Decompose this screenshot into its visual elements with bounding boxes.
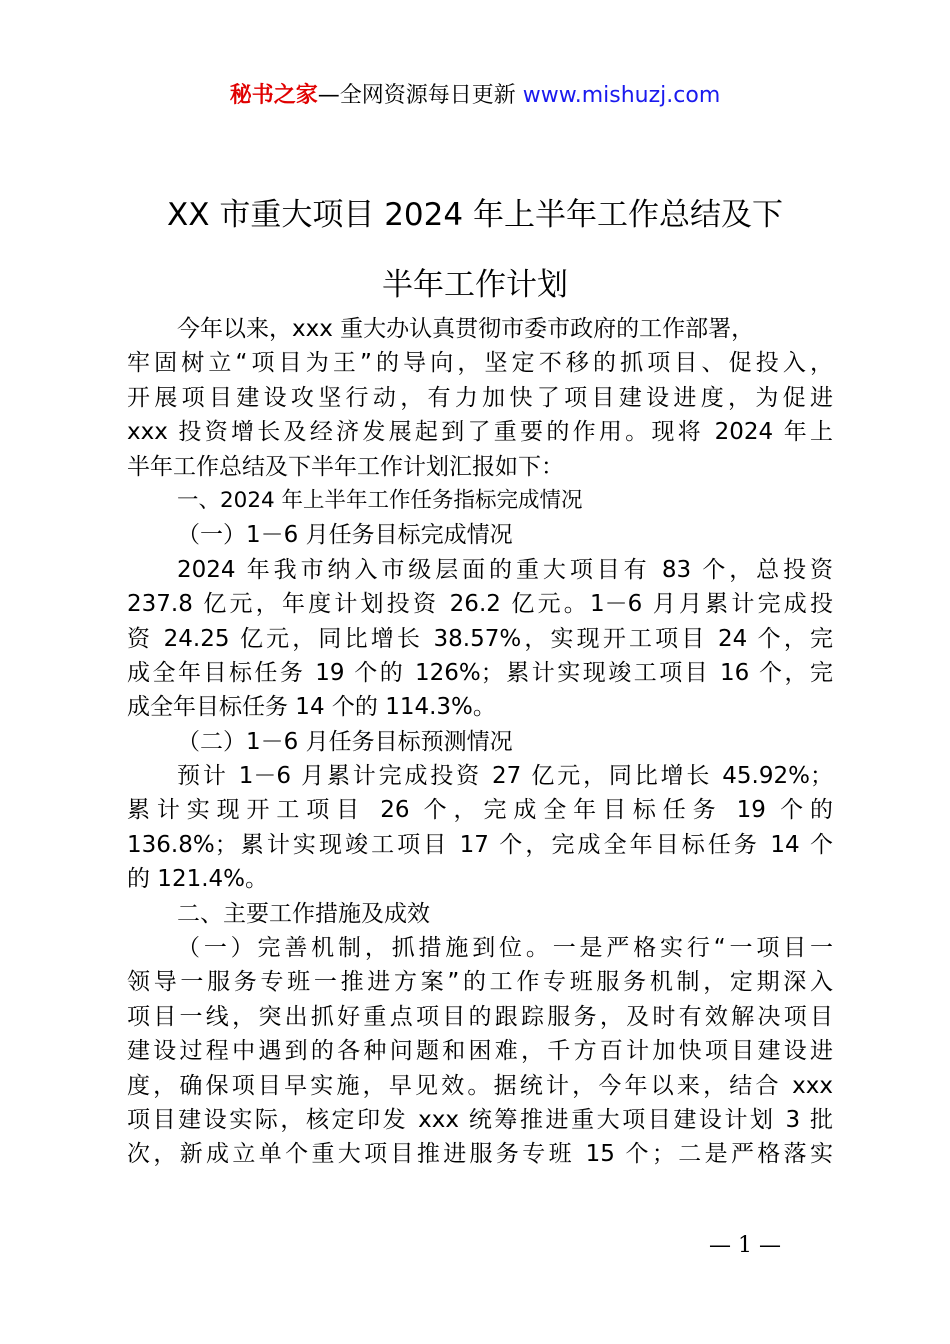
body-line: 次，新成立单个重大项目推进服务专班 15 个；二是严格落实 <box>127 1141 833 1168</box>
subsection-heading: （一）1－6 月任务目标完成情况 <box>177 522 513 549</box>
body-line: 的 121.4%。 <box>127 866 269 893</box>
body-line: 累计实现开工项目 26 个，完成全年目标任务 19 个的 <box>127 797 833 824</box>
page-number: — 1 — <box>709 1233 781 1258</box>
document-body <box>127 312 833 1172</box>
body-line: 开展项目建设攻坚行动，有力加快了项目建设进度，为促进 <box>127 384 833 411</box>
body-line: 成全年目标任务 14 个的 114.3%。 <box>127 694 496 721</box>
body-line: 预计 1－6 月累计完成投资 27 亿元，同比增长 45.92%； <box>177 763 833 790</box>
body-line: 项目一线，突出抓好重点项目的跟踪服务，及时有效解决项目 <box>127 1003 833 1030</box>
section-heading: 一、2024 年上半年工作任务指标完成情况 <box>177 487 583 513</box>
body-line: 2024 年我市纳入市级层面的重大项目有 83 个，总投资 <box>177 556 833 583</box>
body-line: 牢固树立“项目为王”的导向，坚定不移的抓项目、促投入， <box>127 350 833 377</box>
body-line: xxx 投资增长及经济发展起到了重要的作用。现将 2024 年上 <box>127 419 833 446</box>
body-line: （一）完善机制，抓措施到位。一是严格实行“一项目一 <box>177 935 833 962</box>
body-line: 建设过程中遇到的各种问题和困难，千方百计加快项目建设进 <box>127 1038 833 1065</box>
body-line: 237.8 亿元，年度计划投资 26.2 亿元。1－6 月月累计完成投 <box>127 591 833 618</box>
body-line: 136.8%；累计实现竣工项目 17 个，完成全年目标任务 14 个 <box>127 831 833 858</box>
body-line: 成全年目标任务 19 个的 126%；累计实现竣工项目 16 个，完 <box>127 659 833 686</box>
title-line-1: XX 市重大项目 2024 年上半年工作总结及下 <box>167 197 783 233</box>
subsection-heading: （二）1－6 月任务目标预测情况 <box>177 728 513 755</box>
body-line: 半年工作总结及下半年工作计划汇报如下： <box>127 453 564 480</box>
body-line: 领导一服务专班一推进方案”的工作专班服务机制，定期深入 <box>127 969 833 996</box>
site-url-link[interactable]: www.mishuzj.com <box>522 83 721 108</box>
title-line-2: 半年工作计划 <box>382 267 568 303</box>
body-line: 度，确保项目早实施，早见效。据统计，今年以来，结合 xxx <box>127 1072 833 1099</box>
document-title <box>120 180 830 320</box>
body-line: 今年以来，xxx 重大办认真贯彻市委市政府的工作部署， <box>177 316 755 342</box>
body-line: 资 24.25 亿元，同比增长 38.57%，实现开工项目 24 个，完 <box>127 625 833 652</box>
header-tagline: —全网资源每日更新 <box>317 83 523 108</box>
site-header <box>0 78 950 114</box>
section-heading: 二、主要工作措施及成效 <box>177 900 430 927</box>
body-line: 项目建设实际，核定印发 xxx 统筹推进重大项目建设计划 3 批 <box>127 1106 833 1133</box>
brand-name[interactable]: 秘书之家 <box>229 83 318 108</box>
